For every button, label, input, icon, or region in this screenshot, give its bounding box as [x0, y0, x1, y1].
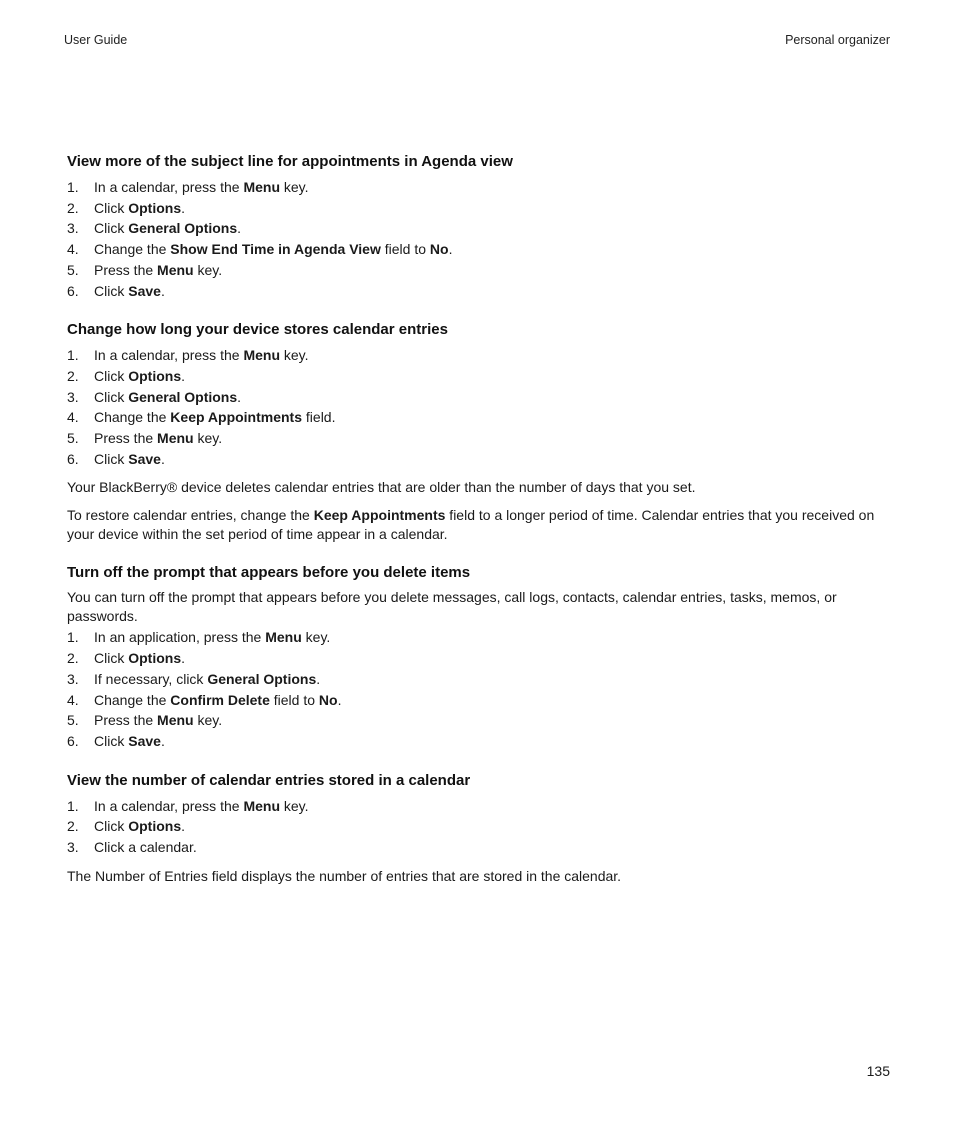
text-run: field to a longer period of time. Calendar entries that you received on your device within the set period of time appear in a calendar.: [67, 507, 875, 543]
section-heading: View the number of calendar entries stored in a calendar: [67, 771, 471, 789]
step-number: 4.: [67, 691, 79, 708]
body-paragraph: [67, 506, 892, 544]
step-list: [67, 627, 892, 751]
step-item: [67, 260, 892, 281]
bold-term: Options: [128, 650, 182, 667]
text-run: In a calendar, press the: [94, 347, 244, 364]
bold-term: Menu: [157, 712, 194, 729]
text-run: Click: [94, 450, 129, 467]
step-item: [67, 627, 892, 648]
text-run: If necessary, click: [94, 670, 208, 687]
bold-term: Menu: [243, 347, 280, 364]
bold-term: Options: [128, 367, 182, 384]
text-run: Click a calendar.: [94, 839, 197, 856]
step-number: 2.: [67, 367, 79, 384]
bold-term: Menu: [265, 629, 302, 646]
text-run: You can turn off the prompt that appears before you delete messages, call logs, contacts, calendar entries, tasks, memos, or passwords.: [67, 589, 837, 625]
text-run: field to: [380, 241, 430, 258]
bold-term: Show End Time in Agenda View: [170, 241, 381, 258]
text-run: field.: [302, 409, 336, 426]
text-run: Click: [94, 367, 129, 384]
text-run: key.: [301, 629, 331, 646]
text-run: In a calendar, press the: [94, 179, 244, 195]
step-item: [67, 710, 892, 731]
text-run: .: [316, 670, 321, 687]
text-run: To restore calendar entries, change the: [67, 507, 314, 524]
text-run: .: [160, 732, 165, 749]
step-item: [67, 198, 892, 219]
text-run: Press the: [94, 261, 158, 278]
text-run: In an application, press the: [94, 629, 266, 646]
step-number: 1.: [67, 797, 79, 814]
text-run: .: [160, 282, 165, 299]
bold-term: Confirm Delete: [170, 691, 270, 708]
text-run: Your BlackBerry® device deletes calendar entries that are older than the number of days that you set.: [67, 479, 696, 496]
step-item: [67, 366, 892, 387]
step-number: 5.: [67, 712, 79, 729]
step-item: [67, 837, 892, 858]
bold-term: Options: [128, 818, 182, 835]
step-item: [67, 218, 892, 239]
step-number: 3.: [67, 839, 79, 856]
text-run: Click: [94, 388, 129, 405]
text-run: .: [181, 367, 186, 384]
page-number: 135: [866, 1063, 890, 1079]
text-run: .: [237, 388, 242, 405]
section-intro: [67, 588, 892, 626]
text-run: Change the: [94, 409, 171, 426]
step-number: 5.: [67, 261, 79, 278]
text-run: The Number of Entries field displays the number of entries that are stored in the calendar.: [67, 867, 622, 884]
bold-term: General Options: [128, 388, 238, 405]
bold-term: General Options: [207, 670, 317, 687]
step-item: [67, 407, 892, 428]
step-number: 6.: [67, 450, 79, 467]
step-number: 4.: [67, 241, 79, 258]
bold-term: Options: [128, 199, 182, 216]
step-item: [67, 428, 892, 449]
text-run: key.: [280, 179, 309, 195]
section: [67, 563, 892, 751]
step-number: 4.: [67, 409, 79, 426]
bold-term: Keep Appointments: [313, 507, 446, 524]
step-number: 3.: [67, 388, 79, 405]
text-run: Change the: [94, 691, 171, 708]
step-number: 2.: [67, 199, 79, 216]
step-item: [67, 449, 892, 470]
text-run: Press the: [94, 430, 158, 447]
bold-term: Save: [128, 732, 161, 749]
bold-term: Save: [128, 450, 161, 467]
body-paragraph: [67, 867, 892, 886]
step-number: 3.: [67, 670, 79, 687]
text-run: Click: [94, 732, 129, 749]
step-item: [67, 387, 892, 408]
bold-term: Save: [128, 282, 161, 299]
page-content: [67, 152, 892, 905]
text-run: key.: [193, 712, 223, 729]
section-heading: Change how long your device stores calendar entries: [67, 321, 448, 339]
step-list: [67, 796, 892, 858]
text-run: Click: [94, 282, 129, 299]
text-run: key.: [280, 347, 309, 364]
text-run: Click: [94, 650, 129, 667]
text-run: .: [181, 650, 186, 667]
text-run: key.: [193, 430, 223, 447]
step-number: 6.: [67, 282, 79, 299]
text-run: Click: [94, 220, 129, 237]
step-number: 5.: [67, 430, 79, 447]
bold-term: No: [429, 241, 449, 258]
section: [67, 152, 892, 301]
step-list: [67, 177, 892, 301]
bold-term: General Options: [128, 220, 238, 237]
text-run: Change the: [94, 241, 171, 258]
step-number: 3.: [67, 220, 79, 237]
text-run: Click: [94, 199, 129, 216]
step-number: 1.: [67, 629, 79, 646]
step-item: [67, 669, 892, 690]
step-number: 2.: [67, 650, 79, 667]
step-item: [67, 281, 892, 302]
text-run: .: [237, 220, 242, 237]
bold-term: Menu: [157, 261, 194, 278]
step-item: [67, 177, 892, 198]
step-number: 1.: [67, 347, 79, 364]
text-run: key.: [280, 797, 309, 814]
text-run: Press the: [94, 712, 158, 729]
step-number: 1.: [67, 179, 79, 195]
section-heading: Turn off the prompt that appears before you delete items: [67, 564, 471, 582]
step-item: [67, 239, 892, 260]
bold-term: No: [318, 691, 338, 708]
bold-term: Menu: [157, 430, 194, 447]
text-run: key.: [193, 261, 223, 278]
text-run: Click: [94, 818, 129, 835]
running-header-right: Personal organizer: [785, 33, 890, 47]
step-number: 2.: [67, 818, 79, 835]
section-heading: View more of the subject line for appointments in Agenda view: [67, 153, 513, 170]
text-run: .: [337, 691, 342, 708]
step-number: 6.: [67, 732, 79, 749]
step-item: [67, 690, 892, 711]
step-list: [67, 345, 892, 469]
text-run: .: [448, 241, 453, 258]
step-item: [67, 816, 892, 837]
text-run: .: [160, 450, 165, 467]
step-item: [67, 731, 892, 752]
bold-term: Menu: [243, 179, 280, 195]
running-header-left: User Guide: [64, 33, 128, 47]
step-item: [67, 345, 892, 366]
section: [67, 320, 892, 544]
section: [67, 771, 892, 886]
step-item: [67, 648, 892, 669]
text-run: field to: [269, 691, 319, 708]
bold-term: Menu: [243, 797, 280, 814]
step-item: [67, 796, 892, 817]
bold-term: Keep Appointments: [170, 409, 303, 426]
text-run: In a calendar, press the: [94, 797, 244, 814]
text-run: .: [181, 199, 186, 216]
body-paragraph: [67, 478, 892, 497]
text-run: .: [181, 818, 186, 835]
